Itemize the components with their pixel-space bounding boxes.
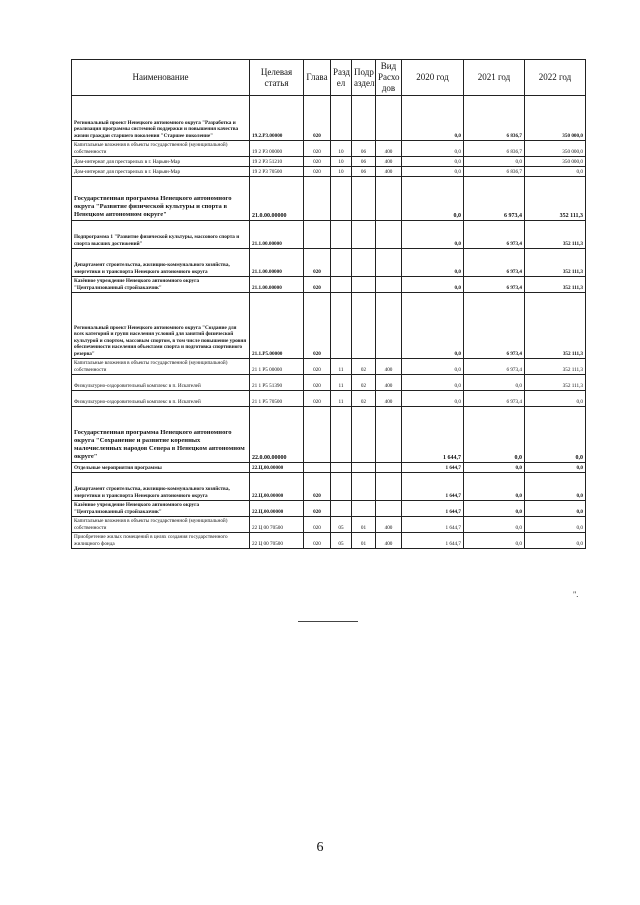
cell-2020: 0,0 bbox=[402, 96, 464, 141]
cell-name: Капитальные вложения в объекты государственной (муниципальной) собственности bbox=[72, 517, 250, 533]
cell-2020: 0,0 bbox=[402, 141, 464, 157]
cell-podr: 02 bbox=[352, 391, 376, 407]
cell-vid: 400 bbox=[376, 157, 402, 167]
cell-2022: 352 111,3 bbox=[525, 359, 586, 375]
cell-2022: 0,0 bbox=[525, 463, 586, 473]
cell-2022: 352 111,3 bbox=[525, 375, 586, 391]
cell-razd bbox=[331, 96, 352, 141]
cell-podr: 06 bbox=[352, 141, 376, 157]
cell-2021: 0,0 bbox=[464, 517, 525, 533]
separator-line bbox=[298, 621, 358, 622]
table-row bbox=[72, 177, 586, 221]
cell-2020: 0,0 bbox=[402, 221, 464, 249]
table-row bbox=[72, 533, 586, 549]
cell-2020: 0,0 bbox=[402, 167, 464, 177]
cell-glava: 020 bbox=[304, 249, 331, 277]
cell-vid: 400 bbox=[376, 359, 402, 375]
cell-podr: 01 bbox=[352, 517, 376, 533]
header-name: Наименование bbox=[72, 60, 250, 96]
cell-podr: 06 bbox=[352, 167, 376, 177]
cell-name: Физкультурно-оздоровительный комплекс в п. Искателей bbox=[72, 391, 250, 407]
cell-2021: 6 836,7 bbox=[464, 167, 525, 177]
cell-2021: 6 973,4 bbox=[464, 293, 525, 359]
cell-2020: 1 644,7 bbox=[402, 407, 464, 463]
header-glava: Глава bbox=[304, 60, 331, 96]
cell-razd: 10 bbox=[331, 167, 352, 177]
cell-razd: 10 bbox=[331, 157, 352, 167]
cell-2020: 0,0 bbox=[402, 359, 464, 375]
cell-article: 19 2 P3 70500 bbox=[250, 167, 304, 177]
cell-2021: 0,0 bbox=[464, 473, 525, 501]
cell-vid: 400 bbox=[376, 517, 402, 533]
cell-glava: 020 bbox=[304, 391, 331, 407]
cell-name: Приобретение жилых помещений в целях создания государственного жилищного фонда bbox=[72, 533, 250, 549]
cell-article: 21 1 P5 70500 bbox=[250, 391, 304, 407]
table-row bbox=[72, 141, 586, 157]
cell-2020: 0,0 bbox=[402, 391, 464, 407]
cell-2021: 6 973,4 bbox=[464, 177, 525, 221]
table-row bbox=[72, 96, 586, 141]
cell-vid: 400 bbox=[376, 375, 402, 391]
cell-glava: 020 bbox=[304, 359, 331, 375]
cell-article: 22.0.00.00000 bbox=[250, 407, 304, 463]
cell-vid bbox=[376, 177, 402, 221]
table-row bbox=[72, 359, 586, 375]
cell-2020: 0,0 bbox=[402, 375, 464, 391]
cell-glava: 020 bbox=[304, 277, 331, 293]
cell-podr bbox=[352, 473, 376, 501]
table-row bbox=[72, 157, 586, 167]
table-row bbox=[72, 221, 586, 249]
cell-glava: 020 bbox=[304, 293, 331, 359]
cell-2021: 0,0 bbox=[464, 157, 525, 167]
cell-2020: 0,0 bbox=[402, 293, 464, 359]
cell-razd: 05 bbox=[331, 533, 352, 549]
cell-razd: 11 bbox=[331, 375, 352, 391]
cell-2021: 6 973,4 bbox=[464, 277, 525, 293]
cell-2021: 0,0 bbox=[464, 463, 525, 473]
cell-2021: 0,0 bbox=[464, 533, 525, 549]
cell-article: 19.2.P3.00000 bbox=[250, 96, 304, 141]
cell-2022: 352 111,3 bbox=[525, 293, 586, 359]
cell-podr bbox=[352, 407, 376, 463]
cell-glava: 020 bbox=[304, 167, 331, 177]
cell-name: Капитальные вложения в объекты государственной (муниципальной) собственности bbox=[72, 359, 250, 375]
cell-glava: 020 bbox=[304, 501, 331, 517]
header-vid: Вид Расхо дов bbox=[376, 60, 402, 96]
cell-vid: 400 bbox=[376, 167, 402, 177]
cell-glava: 020 bbox=[304, 96, 331, 141]
cell-article: 21 1 P5 00000 bbox=[250, 359, 304, 375]
cell-2021: 6 973,4 bbox=[464, 359, 525, 375]
cell-article: 19 2 P3 00000 bbox=[250, 141, 304, 157]
cell-vid: 400 bbox=[376, 141, 402, 157]
table-row bbox=[72, 473, 586, 501]
cell-vid bbox=[376, 501, 402, 517]
cell-vid bbox=[376, 473, 402, 501]
table-row bbox=[72, 375, 586, 391]
cell-podr bbox=[352, 249, 376, 277]
header-2022: 2022 год bbox=[525, 60, 586, 96]
cell-razd: 10 bbox=[331, 141, 352, 157]
header-2021: 2021 год bbox=[464, 60, 525, 96]
cell-2021: 6 973,4 bbox=[464, 249, 525, 277]
cell-2021: 6 973,4 bbox=[464, 221, 525, 249]
cell-name: Подпрограмма 1 "Развитие физической культуры, массового спорта и спорта высших достижений" bbox=[72, 221, 250, 249]
cell-2022: 352 111,3 bbox=[525, 277, 586, 293]
cell-2022: 0,0 bbox=[525, 407, 586, 463]
cell-podr bbox=[352, 96, 376, 141]
cell-2020: 1 644,7 bbox=[402, 463, 464, 473]
cell-razd: 11 bbox=[331, 391, 352, 407]
cell-vid bbox=[376, 293, 402, 359]
cell-2020: 0,0 bbox=[402, 157, 464, 167]
cell-vid bbox=[376, 96, 402, 141]
cell-name: Департамент строительства, жилищно-коммунального хозяйства, энергетики и транспорта Ненецкого автономного округа bbox=[72, 473, 250, 501]
table-row bbox=[72, 277, 586, 293]
table-row bbox=[72, 407, 586, 463]
cell-glava bbox=[304, 221, 331, 249]
cell-2021: 0,0 bbox=[464, 375, 525, 391]
cell-2022: 350 000,0 bbox=[525, 157, 586, 167]
cell-2022: 352 111,3 bbox=[525, 177, 586, 221]
cell-razd bbox=[331, 501, 352, 517]
cell-razd bbox=[331, 277, 352, 293]
cell-2021: 6 973,4 bbox=[464, 391, 525, 407]
cell-glava: 020 bbox=[304, 375, 331, 391]
cell-razd bbox=[331, 473, 352, 501]
header-razd: Разд ел bbox=[331, 60, 352, 96]
cell-name: Департамент строительства, жилищно-коммунального хозяйства, энергетики и транспорта Ненецкого автономного округа bbox=[72, 249, 250, 277]
cell-glava: 020 bbox=[304, 533, 331, 549]
table-row bbox=[72, 167, 586, 177]
cell-2020: 0,0 bbox=[402, 277, 464, 293]
header-2020: 2020 год bbox=[402, 60, 464, 96]
cell-razd bbox=[331, 293, 352, 359]
cell-article: 21.1.00.00000 bbox=[250, 249, 304, 277]
cell-article: 21.0.00.00000 bbox=[250, 177, 304, 221]
cell-glava bbox=[304, 177, 331, 221]
cell-podr bbox=[352, 221, 376, 249]
cell-glava bbox=[304, 407, 331, 463]
cell-article: 22.Ц.00.00000 bbox=[250, 501, 304, 517]
cell-article: 22.Ц.00.00000 bbox=[250, 473, 304, 501]
cell-podr: 02 bbox=[352, 375, 376, 391]
cell-2021: 0,0 bbox=[464, 501, 525, 517]
cell-article: 21 1 P5 51390 bbox=[250, 375, 304, 391]
cell-razd bbox=[331, 177, 352, 221]
cell-vid bbox=[376, 407, 402, 463]
cell-vid: 400 bbox=[376, 391, 402, 407]
cell-name: Государственная программа Ненецкого автономного округа "Развитие физической культуры и спорта в Ненецком автономном округе" bbox=[72, 177, 250, 221]
cell-name: Физкультурно-оздоровительный комплекс в п. Искателей bbox=[72, 375, 250, 391]
cell-razd: 11 bbox=[331, 359, 352, 375]
cell-2021: 0,0 bbox=[464, 407, 525, 463]
table-row bbox=[72, 391, 586, 407]
cell-article: 21.1.00.00000 bbox=[250, 277, 304, 293]
cell-2020: 1 644,7 bbox=[402, 501, 464, 517]
cell-2022: 0,0 bbox=[525, 501, 586, 517]
budget-table bbox=[71, 59, 586, 549]
cell-2020: 1 644,7 bbox=[402, 517, 464, 533]
cell-vid bbox=[376, 221, 402, 249]
cell-article: 21.1.00.00000 bbox=[250, 221, 304, 249]
cell-name: Дом-интернат для престарелых в г. Нарьян-Мар bbox=[72, 167, 250, 177]
cell-2020: 1 644,7 bbox=[402, 473, 464, 501]
table-row bbox=[72, 517, 586, 533]
cell-2022: 350 000,0 bbox=[525, 96, 586, 141]
cell-2020: 1 644,7 bbox=[402, 533, 464, 549]
cell-2022: 0,0 bbox=[525, 473, 586, 501]
cell-vid bbox=[376, 249, 402, 277]
table-header-row bbox=[72, 60, 586, 96]
cell-glava: 020 bbox=[304, 473, 331, 501]
cell-podr bbox=[352, 293, 376, 359]
cell-podr: 02 bbox=[352, 359, 376, 375]
cell-vid: 400 bbox=[376, 533, 402, 549]
cell-2022: 352 111,3 bbox=[525, 221, 586, 249]
cell-razd bbox=[331, 221, 352, 249]
cell-article: 22 Ц 00 70500 bbox=[250, 517, 304, 533]
cell-vid bbox=[376, 277, 402, 293]
cell-article: 21.1.P5.00000 bbox=[250, 293, 304, 359]
header-podr: Подр аздел bbox=[352, 60, 376, 96]
cell-name: Отдельные мероприятия программы bbox=[72, 463, 250, 473]
cell-name: Капитальные вложения в объекты государственной (муниципальной) собственности bbox=[72, 141, 250, 157]
cell-2022: 352 111,3 bbox=[525, 249, 586, 277]
cell-article: 22.Ц.00.00000 bbox=[250, 463, 304, 473]
cell-name: Казённое учреждение Ненецкого автономного округа "Централизованный стройзаказчик" bbox=[72, 501, 250, 517]
cell-razd: 05 bbox=[331, 517, 352, 533]
cell-razd bbox=[331, 249, 352, 277]
cell-article: 19 2 P3 51210 bbox=[250, 157, 304, 167]
table-row bbox=[72, 249, 586, 277]
cell-podr: 06 bbox=[352, 157, 376, 167]
table-row bbox=[72, 501, 586, 517]
cell-razd bbox=[331, 463, 352, 473]
cell-razd bbox=[331, 407, 352, 463]
cell-article: 22 Ц 00 70500 bbox=[250, 533, 304, 549]
cell-2022: 0,0 bbox=[525, 167, 586, 177]
cell-glava: 020 bbox=[304, 141, 331, 157]
cell-2021: 6 836,7 bbox=[464, 96, 525, 141]
cell-name: Региональный проект Ненецкого автономного округа "Создание для всех категорий и групп населения условий для занятий физической культурой и спортом, массовым спортом, в том числе повышение уровня обеспеченности населения объектами спорта и подготовка спортивного резерва" bbox=[72, 293, 250, 359]
cell-2022: 350 000,0 bbox=[525, 141, 586, 157]
header-article: Целевая статья bbox=[250, 60, 304, 96]
cell-name: Казённое учреждение Ненецкого автономного округа "Централизованный стройзаказчик" bbox=[72, 277, 250, 293]
table-body bbox=[72, 96, 586, 549]
cell-2022: 0,0 bbox=[525, 517, 586, 533]
cell-podr: 01 bbox=[352, 533, 376, 549]
closing-quote-mark: ". bbox=[573, 590, 579, 599]
page-number: 6 bbox=[316, 840, 324, 855]
cell-name: Дом-интернат для престарелых в г. Нарьян-Мар bbox=[72, 157, 250, 167]
cell-glava bbox=[304, 463, 331, 473]
cell-podr bbox=[352, 501, 376, 517]
cell-podr bbox=[352, 277, 376, 293]
cell-2020: 0,0 bbox=[402, 249, 464, 277]
cell-vid bbox=[376, 463, 402, 473]
cell-2022: 0,0 bbox=[525, 533, 586, 549]
cell-2021: 6 836,7 bbox=[464, 141, 525, 157]
table-row bbox=[72, 463, 586, 473]
table-row bbox=[72, 293, 586, 359]
cell-glava: 020 bbox=[304, 157, 331, 167]
cell-glava: 020 bbox=[304, 517, 331, 533]
cell-podr bbox=[352, 463, 376, 473]
cell-podr bbox=[352, 177, 376, 221]
cell-2020: 0,0 bbox=[402, 177, 464, 221]
cell-2022: 0,0 bbox=[525, 391, 586, 407]
cell-name: Региональный проект Ненецкого автономного округа "Разработка и реализация программы системной поддержки и повышения качества жизни граждан старшего поколения "Старшее поколение" bbox=[72, 96, 250, 141]
cell-name: Государственная программа Ненецкого автономного округа "Сохранение и развитие коренных малочисленных народов Севера в Ненецком автономном округе" bbox=[72, 407, 250, 463]
